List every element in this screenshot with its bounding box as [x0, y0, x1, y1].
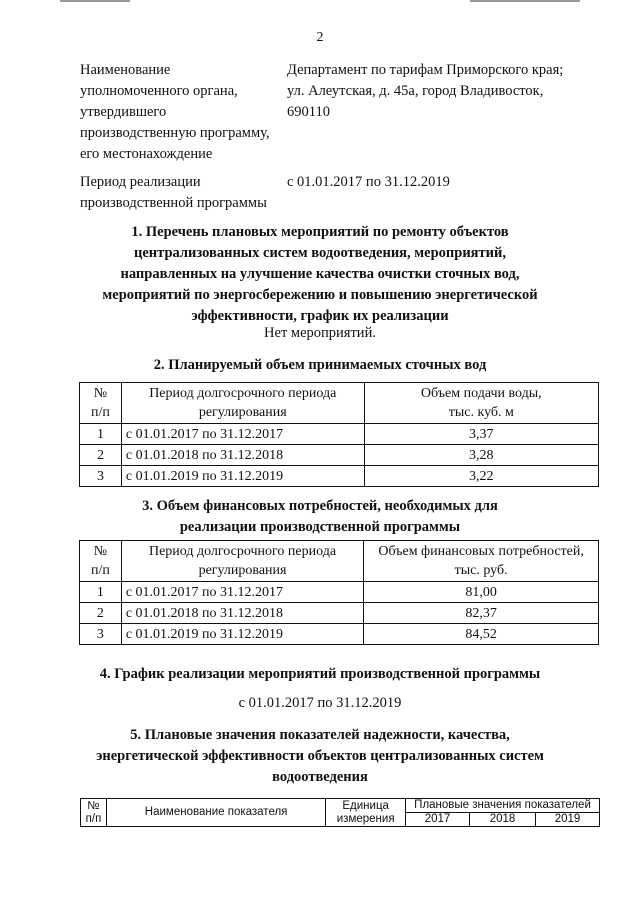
- header-num: № п/п: [81, 799, 107, 827]
- section-1-body: Нет мероприятий.: [264, 325, 376, 341]
- section-2-title: 2. Планируемый объем принимаемых сточных вод: [153, 357, 487, 373]
- header-unit: Единица измерения: [326, 799, 406, 827]
- period-block: [80, 172, 600, 214]
- header-year: 2019: [535, 813, 599, 827]
- header-period: Период долгосрочного периода регулирования: [121, 383, 364, 424]
- authority-block: [80, 60, 600, 165]
- header-year: 2017: [406, 813, 470, 827]
- period-value: с 01.01.2017 по 31.12.2019: [287, 174, 450, 190]
- table-row: 3 с 01.01.2019 по 31.12.2019 3,22: [80, 466, 599, 487]
- authority-value: Департамент по тарифам Приморского края; ул. Алеутская, д. 45а, город Владивосток, 690110: [287, 62, 564, 120]
- header-period: Период долгосрочного периода регулирования: [121, 541, 363, 582]
- section-4-title: 4. График реализации мероприятий производственной программы: [99, 666, 541, 682]
- section-4-body: с 01.01.2017 по 31.12.2019: [238, 695, 402, 711]
- header-value: Объем подачи воды, тыс. куб. м: [364, 383, 598, 424]
- header-num: № п/п: [80, 383, 122, 424]
- table-header-row: [80, 383, 599, 424]
- table-header-row: [81, 799, 600, 813]
- sewage-volume-table: [79, 382, 599, 487]
- header-num: № п/п: [80, 541, 122, 582]
- period-label: Период реализации производственной программы: [80, 174, 267, 211]
- table-row: 1 с 01.01.2017 по 31.12.2017 3,37: [80, 424, 599, 445]
- header-value: Объем финансовых потребностей, тыс. руб.: [364, 541, 599, 582]
- scan-edge-mark: [60, 0, 130, 2]
- header-planned-values: Плановые значения показателей: [406, 799, 600, 813]
- authority-label: Наименование уполномоченного органа, утвердившего производственную программу, его местонахождение: [80, 62, 270, 162]
- page-number: 2: [316, 30, 324, 45]
- table-header-row: [80, 541, 599, 582]
- financial-needs-table: [79, 540, 599, 645]
- header-indicator-name: Наименование показателя: [106, 799, 325, 827]
- table-row: 1 с 01.01.2017 по 31.12.2017 81,00: [80, 582, 599, 603]
- header-year: 2018: [470, 813, 536, 827]
- table-row: 2 с 01.01.2018 по 31.12.2018 82,37: [80, 603, 599, 624]
- section-3-title: 3. Объем финансовых потребностей, необходимых для реализации производственной программы: [142, 498, 498, 535]
- scan-edge-mark: [470, 0, 580, 2]
- section-1-title: 1. Перечень плановых мероприятий по ремонту объектов централизованных систем водоотведения, мероприятий, направленных на улучшение качества очистки сточных вод, мероприятий по энергосбережению и повышению энергетической эффективности, график их реализации: [102, 224, 538, 324]
- table-row: 3 с 01.01.2019 по 31.12.2019 84,52: [80, 624, 599, 645]
- table-row: 2 с 01.01.2018 по 31.12.2018 3,28: [80, 445, 599, 466]
- indicators-table: [80, 798, 600, 827]
- section-5-title: 5. Плановые значения показателей надежности, качества, энергетической эффективности объектов централизованных систем водоотведения: [96, 727, 544, 785]
